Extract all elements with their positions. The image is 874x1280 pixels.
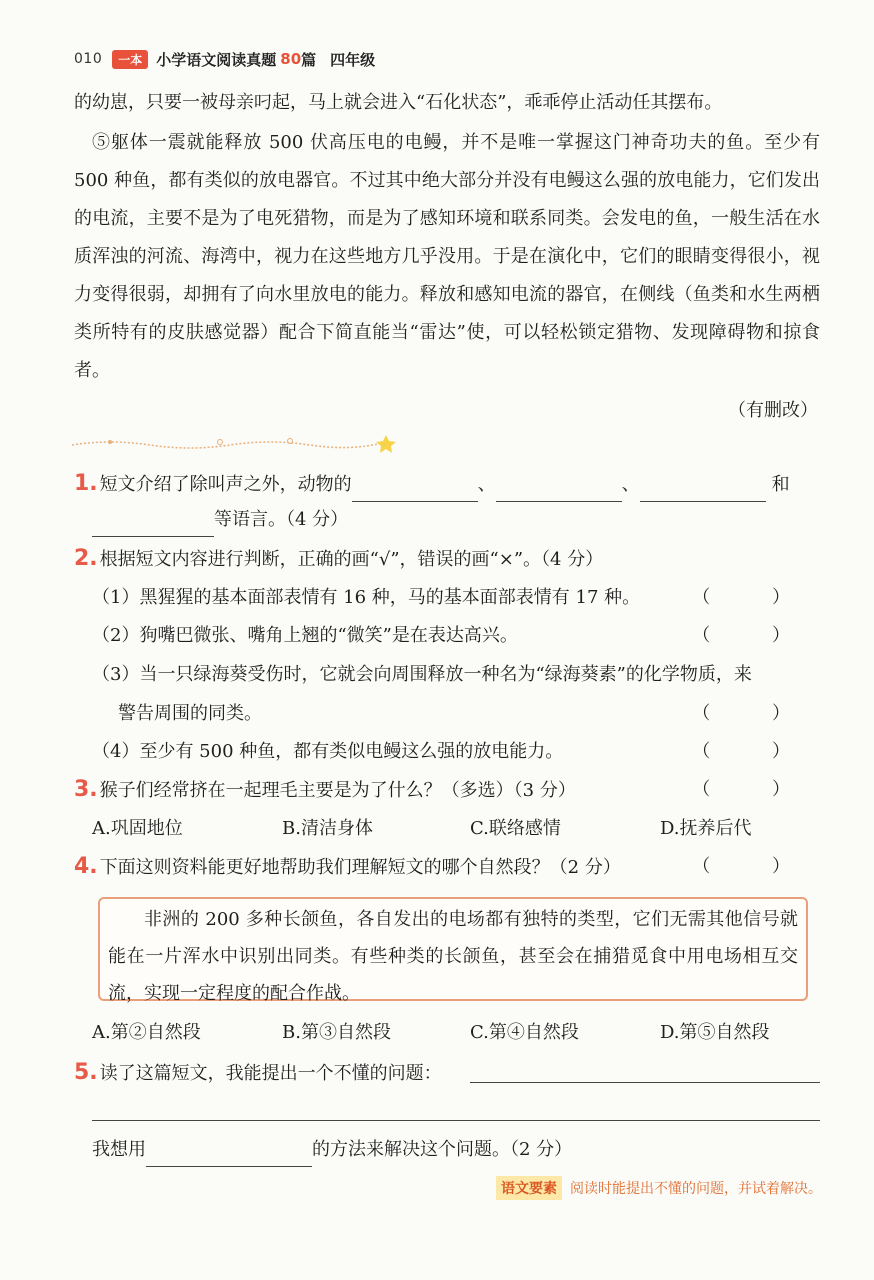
q2-item-4: （4）至少有 500 种鱼，都有类似电鳗这么强的放电能力。: [92, 741, 564, 762]
conjunction: 和: [771, 474, 790, 495]
tip-tag: 语文要素: [496, 1176, 562, 1200]
option-c[interactable]: C.联络感情: [470, 818, 561, 839]
question-text: 我想用: [92, 1139, 146, 1160]
paragraph-text: ⑤躯体一震就能释放 500 伏高压电的电鳗，并不是唯一掌握这门神奇功夫的鱼。至少有 500 种鱼，都有类似的放电器官。不过其中绝大部分并没有电鳗这么强的放电能力，它们发出的电流，主要不是为了电死猎物，而是为了感知环境和联系同类。会发电的鱼，一般生活在水质浑浊的河流、海湾中，视力在这些地方几乎没用。于是在演化中，它们的眼睛变得很小，视力变得很弱，却拥有了向水里放电的能力。释放和感知电流的器官，在侧线（鱼类和水生两栖类所特有的皮肤感觉器）配合下简直能当“雷达”使，可以轻松锁定猎物、发现障碍物和掠食者。: [74, 132, 820, 381]
question-5-method: [92, 1133, 838, 1167]
tip-text: 阅读时能提出不懂的问题，并试着解决。: [570, 1181, 822, 1197]
footer-tip: [496, 1176, 822, 1200]
question-number: 2.: [74, 546, 98, 571]
separator: 、: [477, 474, 496, 495]
answer-parens[interactable]: （ ）: [692, 587, 818, 608]
q2-item-2: （2）狗嘴巴微张、嘴角上翘的“微笑”是在表达高兴。: [92, 625, 518, 646]
divider-dot-icon: [108, 440, 112, 444]
answer-parens[interactable]: （ ）: [692, 741, 818, 762]
question-1: [74, 467, 820, 502]
option-a[interactable]: A.巩固地位: [92, 818, 183, 839]
q3-options: [92, 812, 820, 846]
question-text: 短文介绍了除叫声之外，动物的: [99, 474, 352, 495]
answer-blank[interactable]: [92, 514, 214, 537]
q2-item-1: （1）黑猩猩的基本面部表情有 16 种，马的基本面部表情有 17 种。: [92, 587, 641, 608]
answer-blank[interactable]: [640, 479, 766, 502]
source-note: （有删改）: [728, 400, 818, 421]
answer-blank[interactable]: [146, 1144, 312, 1167]
page-header: [74, 46, 375, 72]
option-d[interactable]: D.第⑤自然段: [660, 1022, 770, 1043]
divider-dot-icon: [288, 439, 293, 444]
question-text: 下面这则资料能更好地帮助我们理解短文的哪个自然段？（2 分）: [99, 857, 621, 878]
answer-parens[interactable]: （ ）: [692, 779, 818, 800]
passage-paragraph-continued: [74, 84, 820, 122]
separator: 、: [621, 474, 640, 495]
question-2: [74, 542, 820, 577]
option-b[interactable]: B.第③自然段: [282, 1022, 391, 1043]
question-number: 1.: [74, 471, 98, 496]
q2-item-3-cont: 警告周围的同类。: [118, 703, 262, 724]
answer-blank[interactable]: [496, 479, 622, 502]
reference-material-box: 非洲的 200 多种长颌鱼，各自发出的电场都有独特的类型，它们无需其他信号就能在一片浑水中识别出同类。有些种类的长颌鱼，甚至会在捕猎觅食中用电场相互交流，实现一定程度的配合作战。: [98, 897, 808, 1001]
question-number: 3.: [74, 777, 98, 802]
answer-parens[interactable]: （ ）: [692, 856, 818, 877]
question-text: 猴子们经常挤在一起理毛主要是为了什么？（多选）（3 分）: [99, 780, 576, 801]
passage-paragraph-5: [74, 124, 820, 390]
question-number: 4.: [74, 854, 98, 879]
answer-blank[interactable]: [352, 479, 478, 502]
question-text: 的方法来解决这个问题。（2 分）: [312, 1139, 573, 1160]
series-unit: 篇: [301, 50, 317, 69]
divider-dot-icon: [218, 440, 223, 445]
question-text: 等语言。（4 分）: [214, 509, 349, 530]
brand-logo: 一本: [112, 50, 148, 69]
divider-wave: [72, 442, 382, 448]
option-c[interactable]: C.第④自然段: [470, 1022, 579, 1043]
option-a[interactable]: A.第②自然段: [92, 1022, 201, 1043]
paragraph-text: 的幼崽，只要一被母亲叼起，马上就会进入“石化状态”，乖乖停止活动任其摆布。: [74, 92, 723, 113]
question-number: 5.: [74, 1060, 98, 1085]
series-count: 80: [280, 50, 302, 68]
answer-line[interactable]: [92, 1098, 820, 1121]
question-1-cont: [92, 503, 838, 537]
question-text: 根据短文内容进行判断，正确的画“√”，错误的画“×”。（4 分）: [99, 549, 604, 570]
q4-options: [92, 1016, 820, 1050]
grade-label: 四年级: [330, 50, 376, 69]
option-b[interactable]: B.清洁身体: [282, 818, 373, 839]
answer-parens[interactable]: （ ）: [692, 625, 818, 646]
star-icon: [376, 435, 396, 453]
decorative-divider: [70, 433, 400, 455]
option-d[interactable]: D.抚养后代: [660, 818, 752, 839]
answer-line[interactable]: [470, 1060, 820, 1083]
page-number: 010: [74, 51, 103, 67]
series-title: 小学语文阅读真题: [156, 50, 277, 69]
question-text: 读了这篇短文，我能提出一个不懂的问题：: [99, 1063, 442, 1084]
q2-item-3: （3）当一只绿海葵受伤时，它就会向周围释放一种名为“绿海葵素”的化学物质，来: [92, 664, 752, 685]
answer-parens[interactable]: （ ）: [692, 703, 818, 724]
